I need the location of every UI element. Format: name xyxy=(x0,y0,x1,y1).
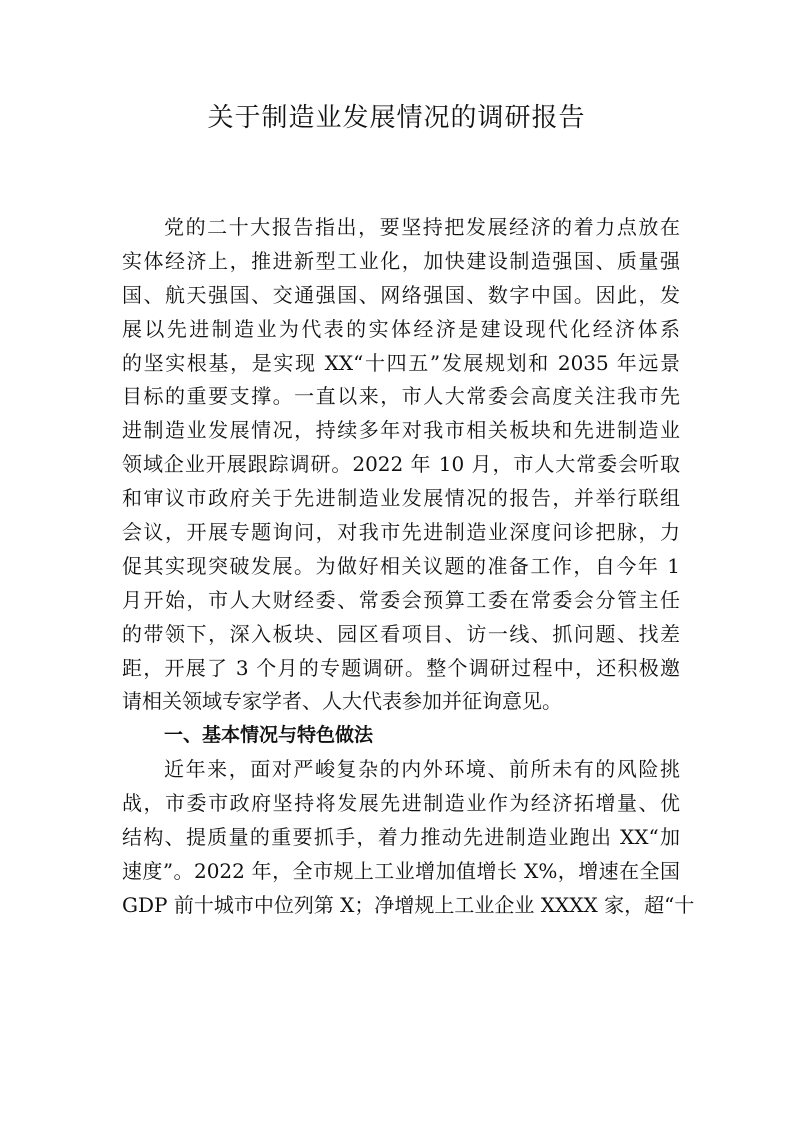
text-line: GDP 前十城市中位列第 X；净增规上工业企业 XXXX 家，超“十 xyxy=(122,892,695,917)
text-line: 和审议市政府关于先进制造业发展情况的报告，并举行联组 xyxy=(122,486,680,511)
text-line: 展以先进制造业为代表的实体经济是建设现代化经济体系 xyxy=(122,316,680,341)
document-title: 关于制造业发展情况的调研报告 xyxy=(207,103,586,133)
text-line: 会议，开展专题询问，对我市先进制造业深度问诊把脉，力 xyxy=(122,520,680,545)
text-line: 请相关领域专家学者、人大代表参加并征询意见。 xyxy=(122,689,562,714)
text-line: 速度”。2022 年，全市规上工业增加值增长 X%，增速在全国 xyxy=(122,858,680,883)
text-line: 月开始，市人大财经委、常委会预算工委在常委会分管主任 xyxy=(122,587,680,612)
text-line: 促其实现突破发展。为做好相关议题的准备工作，自今年 1 xyxy=(122,553,680,578)
text-line: 党的二十大报告指出，要坚持把发展经济的着力点放在 xyxy=(164,215,680,239)
document-body xyxy=(122,211,695,923)
text-line: 进制造业发展情况，持续多年对我市相关板块和先进制造业 xyxy=(122,418,680,443)
text-line: 国、航天强国、交通强国、网络强国、数字中国。因此，发 xyxy=(122,282,680,307)
paragraph-intro xyxy=(122,211,680,719)
section-heading: 一、基本情况与特色做法 xyxy=(164,724,374,747)
text-line: 距，开展了 3 个月的专题调研。整个调研过程中，还积极邀 xyxy=(122,655,680,680)
text-line: 目标的重要支撑。一直以来，市人大常委会高度关注我市先 xyxy=(122,384,680,409)
paragraph-basic-situation xyxy=(122,753,695,922)
text-line: 结构、提质量的重要抓手，着力推动先进制造业跑出 XX“加 xyxy=(122,825,680,850)
text-line: 领域企业开展跟踪调研。2022 年 10 月，市人大常委会听取 xyxy=(122,452,680,477)
text-line: 实体经济上，推进新型工业化，加快建设制造强国、质量强 xyxy=(122,248,680,273)
text-line: 战，市委市政府坚持将发展先进制造业作为经济拓增量、优 xyxy=(122,791,680,816)
text-line: 的带领下，深入板块、园区看项目、访一线、抓问题、找差 xyxy=(122,621,680,646)
text-line: 近年来，面对严峻复杂的内外环境、前所未有的风险挑 xyxy=(164,757,680,782)
text-line: 的坚实根基，是实现 XX“十四五”发展规划和 2035 年远景 xyxy=(122,350,680,375)
